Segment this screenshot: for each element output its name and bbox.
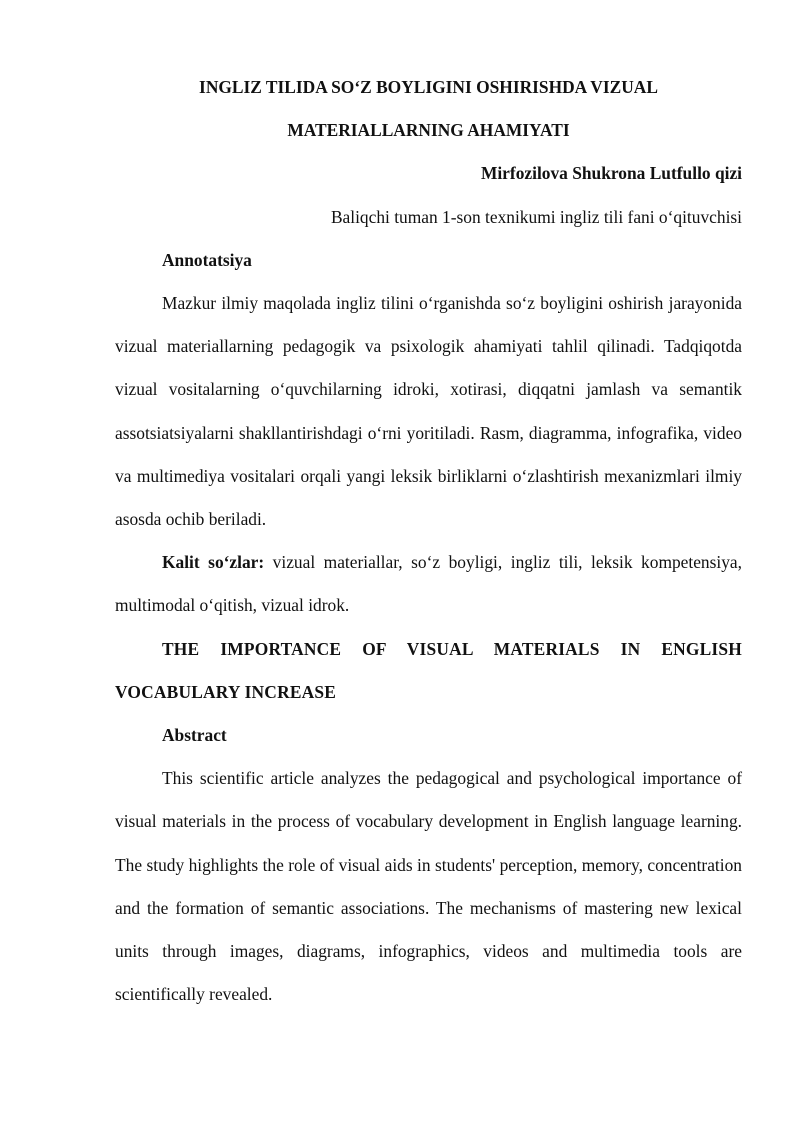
annotation-heading: Annotatsiya [162,249,252,270]
english-title: THE IMPORTANCE OF VISUAL MATERIALS IN ENGLISH VOCABULARY INCREASE [115,638,742,702]
keywords-label: Kalit so‘zlar: [162,552,265,573]
abstract-heading: Abstract [162,725,227,746]
paper-title-line-2: MATERIALLARNING AHAMIYATI [287,120,570,141]
paper-title-line-1: INGLIZ TILIDA SO‘Z BOYLIGINI OSHIRISHDA VIZUAL [199,77,658,97]
author-affiliation: Baliqchi tuman 1-son texnikumi ingliz tili fani o‘qituvchisi [330,206,742,227]
annotation-text: Mazkur ilmiy maqolada ingliz tilini o‘rganishda so‘z boyligini oshirish jarayonida vizual materiallarning pedagogik va psixologik ahamiyati tahlil qilinadi. Tadqiqotda vizual vositalarning o‘quvchilarning idroki, xotirasi, diqqatni jamlash va semantik assotsiatsiyalarni shakllantirishdagi o‘rni yoritiladi. Rasm, diagramma, infografika, video va multimediya vositalari orqali yangi leksik birliklarni o‘zlashtirish mexanizmlari ilmiy asosda ochib beriladi. [115,293,742,530]
abstract-text: This scientific article analyzes the pedagogical and psychological importance of visual materials in the process of vocabulary development in English language learning. The study highlights the role of visual aids in students' perception, memory, concentration and the formation of semantic associations. The mechanisms of mastering new lexical units through images, diagrams, infographics, videos and multimedia tools are scientifically revealed. [115,768,742,1005]
author-name: Mirfozilova Shukrona Lutfullo qizi [480,163,742,184]
paper-title [115,0,742,152]
keywords-text: vizual materiallar, so‘z boyligi, ingliz tili, leksik kompetensiya, multimodal o‘qitish, vizual idrok. [115,552,742,616]
keywords-paragraph [115,541,742,627]
